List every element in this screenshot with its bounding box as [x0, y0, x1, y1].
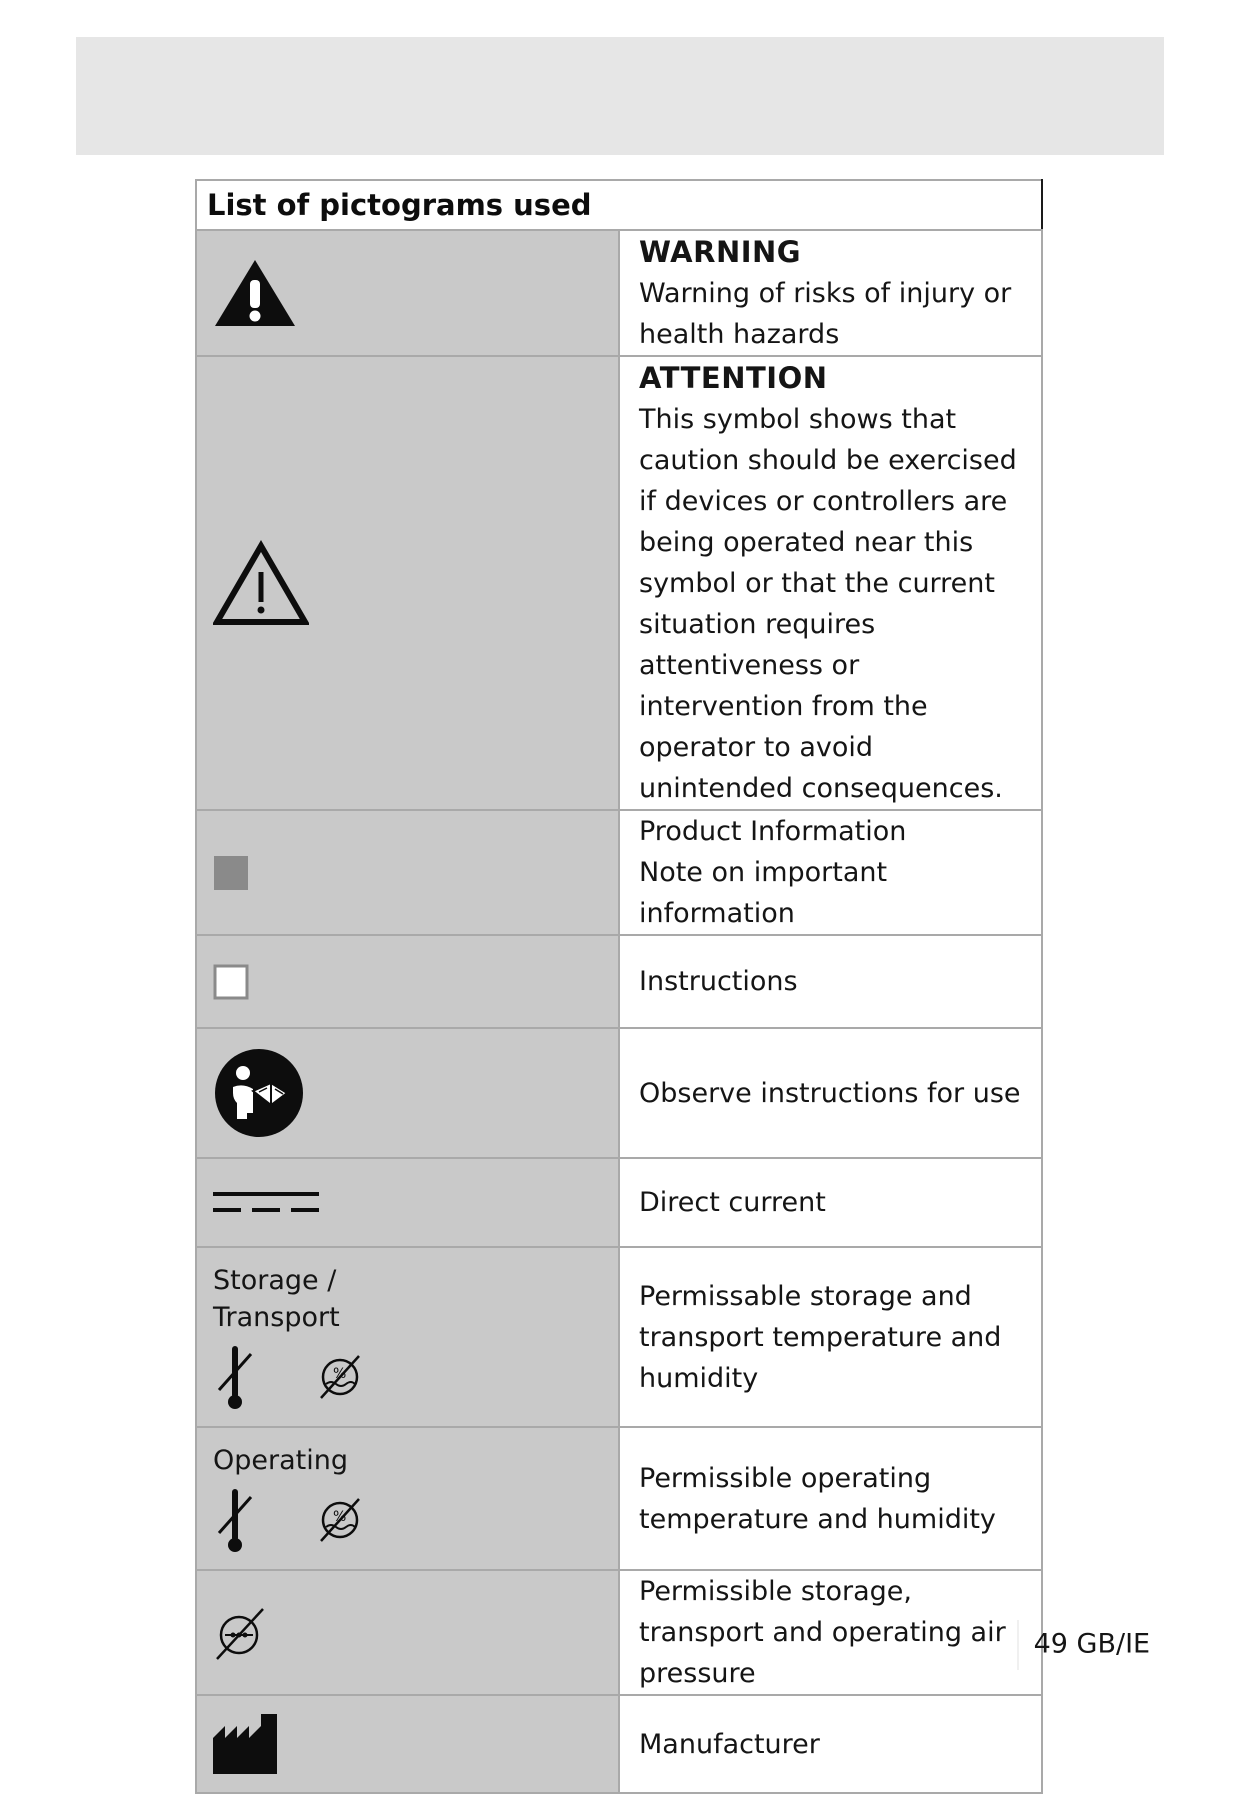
table-row [196, 230, 1042, 356]
product-information-text: Product Information [639, 816, 907, 847]
table-row [196, 1570, 1042, 1695]
empty-square-icon [213, 964, 249, 1000]
filled-square-icon [213, 855, 249, 891]
thermometer-icon [213, 1485, 257, 1555]
attention-outline-triangle-icon [213, 540, 309, 626]
page-footer [1017, 1620, 1150, 1670]
manufacturer-text: Manufacturer [619, 1695, 1042, 1793]
read-manual-icon [213, 1047, 305, 1139]
important-information-text: Note on important information [639, 857, 888, 929]
direct-current-icon [213, 1188, 319, 1218]
storage-transport-text: Permissable storage and transport temperature and humidity [619, 1247, 1042, 1427]
warning-text: Warning of risks of injury or health hazards [639, 278, 1012, 350]
instructions-text: Instructions [619, 935, 1042, 1028]
table-row [196, 1695, 1042, 1793]
observe-instructions-text: Observe instructions for use [619, 1028, 1042, 1158]
table-title: List of pictograms used [196, 180, 1042, 230]
air-pressure-icon [213, 1603, 267, 1663]
attention-text: This symbol shows that caution should be exercised if devices or controllers are being operated near this symbol or that the current situation requires attentiveness or intervention from the operator to avoid unintended consequences. [639, 404, 1017, 804]
humidity-icon [317, 1495, 363, 1545]
table-row [196, 1158, 1042, 1247]
table-row [196, 356, 1042, 810]
table-row [196, 1247, 1042, 1427]
table-row [196, 1427, 1042, 1570]
table-row [196, 810, 1042, 935]
attention-heading: ATTENTION [639, 361, 828, 395]
header-band [76, 37, 1164, 155]
svg-text:%: % [333, 1509, 347, 1525]
direct-current-text: Direct current [619, 1158, 1042, 1247]
pictogram-table [195, 179, 1043, 1794]
table-row [196, 1028, 1042, 1158]
table-title-row [196, 180, 1042, 230]
warning-heading: WARNING [639, 235, 802, 269]
storage-label: Storage / [213, 1265, 337, 1296]
transport-label: Transport [213, 1302, 340, 1333]
air-pressure-text: Permissible storage, transport and operating air pressure [619, 1570, 1042, 1695]
thermometer-icon [213, 1342, 257, 1412]
page-region: GB/IE [1076, 1628, 1151, 1660]
page-number: 49 [1033, 1628, 1068, 1660]
humidity-icon [317, 1352, 363, 1402]
svg-text:%: % [333, 1366, 347, 1382]
factory-icon [213, 1712, 277, 1776]
warning-filled-triangle-icon [213, 256, 297, 330]
operating-text: Permissible operating temperature and humidity [619, 1427, 1042, 1570]
operating-label: Operating [213, 1445, 348, 1476]
table-row [196, 935, 1042, 1028]
